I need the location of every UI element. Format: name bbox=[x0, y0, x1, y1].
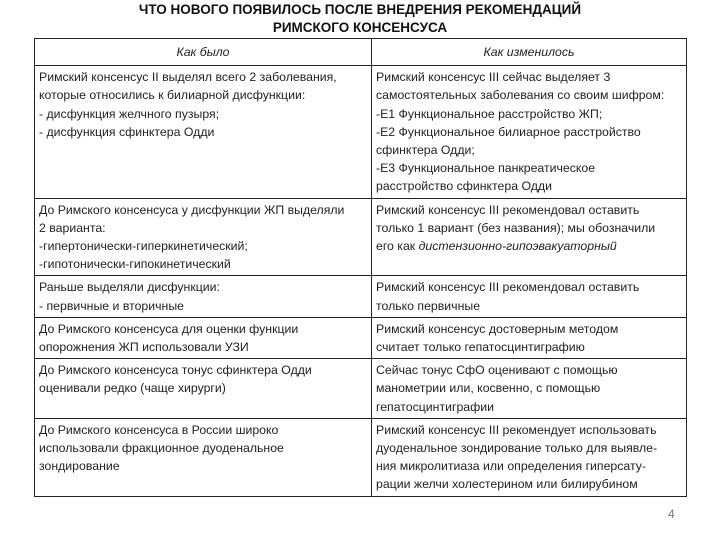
cell-text: - дисфункция сфинктера Одди bbox=[39, 124, 215, 139]
cell-text: Римский консенсус достоверным методом bbox=[376, 321, 619, 336]
cell-text: его как bbox=[376, 239, 419, 254]
cell-text: -Е2 Функциональное билиарное расстройство bbox=[376, 124, 641, 139]
cell-line bbox=[376, 237, 682, 255]
cell-line bbox=[376, 338, 682, 356]
cell-line bbox=[376, 361, 682, 379]
cell-text: сфинктера Одди; bbox=[376, 143, 475, 158]
cell-line bbox=[39, 278, 367, 296]
cell-after bbox=[372, 418, 687, 496]
cell-text: использовали фракционное дуоденальное bbox=[39, 441, 284, 456]
cell-text: Раньше выделяли дисфункции: bbox=[39, 280, 220, 295]
title-line: РИМСКОГО КОНСЕНСУСА bbox=[272, 20, 448, 35]
cell-text: расстройство сфинктера Одди bbox=[376, 179, 552, 194]
cell-line bbox=[376, 219, 682, 237]
cell-before bbox=[35, 317, 372, 358]
cell-text: -гипотонически-гипокинетический bbox=[39, 257, 231, 272]
cell-text: только 1 вариант (без названия); мы обозначили bbox=[376, 220, 656, 235]
cell-before bbox=[35, 66, 372, 198]
cell-line bbox=[376, 320, 682, 338]
cell-line bbox=[39, 379, 367, 397]
table-header-row bbox=[35, 39, 687, 66]
cell-text: которые относились к билиарной дисфункции: bbox=[39, 88, 306, 103]
cell-line bbox=[376, 159, 682, 177]
cell-line bbox=[376, 105, 682, 123]
cell-italic-text: дистензионно-гипоэвакуаторный bbox=[418, 239, 617, 254]
cell-line bbox=[376, 421, 682, 439]
cell-line bbox=[39, 338, 367, 356]
cell-text: манометрии или, косвенно, с помощью bbox=[376, 381, 601, 396]
cell-line bbox=[39, 457, 367, 475]
cell-text: опорожнения ЖП использовали УЗИ bbox=[39, 340, 249, 355]
table-row bbox=[35, 276, 687, 317]
cell-line bbox=[376, 123, 682, 141]
cell-before bbox=[35, 418, 372, 496]
cell-line bbox=[39, 201, 367, 219]
cell-before bbox=[35, 359, 372, 419]
cell-text: Римский консенсус III рекомендовал оставить bbox=[376, 280, 640, 295]
cell-text: Римский консенсус II выделял всего 2 заболевания, bbox=[39, 70, 337, 85]
cell-line bbox=[376, 278, 682, 296]
cell-before bbox=[35, 198, 372, 276]
comparison-table bbox=[34, 38, 687, 497]
table-row bbox=[35, 359, 687, 419]
cell-line bbox=[376, 141, 682, 159]
cell-text: - дисфункция желчного пузыря; bbox=[39, 106, 220, 121]
cell-line bbox=[39, 255, 367, 273]
cell-before bbox=[35, 276, 372, 317]
cell-line bbox=[39, 297, 367, 315]
cell-after bbox=[372, 317, 687, 358]
cell-text: считает только гепатосцинтиграфию bbox=[376, 340, 585, 355]
cell-line bbox=[39, 439, 367, 457]
cell-line bbox=[376, 475, 682, 493]
cell-line bbox=[376, 379, 682, 397]
cell-text: -Е3 Функциональное панкреатическое bbox=[376, 161, 596, 176]
cell-text: -гипертонически-гиперкинетический; bbox=[39, 239, 248, 254]
cell-line bbox=[39, 123, 367, 141]
header-before: Как было bbox=[35, 39, 372, 66]
cell-after bbox=[372, 276, 687, 317]
cell-text: только первичные bbox=[376, 298, 481, 313]
cell-line bbox=[39, 320, 367, 338]
page-number: 4 bbox=[668, 507, 675, 521]
cell-text: 2 варианта: bbox=[39, 220, 106, 235]
cell-line bbox=[376, 457, 682, 475]
cell-line bbox=[39, 105, 367, 123]
cell-text: рации желчи холестерином или билирубином bbox=[376, 477, 638, 492]
cell-after bbox=[372, 66, 687, 198]
cell-text: До Римского консенсуса в России широко bbox=[39, 422, 279, 437]
cell-text: дуоденальное зондирование только для выявле- bbox=[376, 441, 658, 456]
cell-text: Римский консенсус III рекомендует использовать bbox=[376, 422, 657, 437]
header-after: Как изменилось bbox=[372, 39, 687, 66]
cell-line bbox=[376, 68, 682, 86]
table-row bbox=[35, 66, 687, 198]
cell-text: Римский консенсус III сейчас выделяет 3 bbox=[376, 70, 611, 85]
cell-line bbox=[376, 398, 682, 416]
slide-title bbox=[0, 1, 720, 37]
cell-line bbox=[376, 439, 682, 457]
cell-text: самостоятельных заболевания со своим шифром: bbox=[376, 88, 665, 103]
table-row bbox=[35, 418, 687, 496]
cell-line bbox=[376, 201, 682, 219]
cell-text: оценивали редко (чаще хирурги) bbox=[39, 381, 226, 396]
cell-text: ния микролитиаза или определения гиперсату- bbox=[376, 459, 646, 474]
cell-text: Сейчас тонус СфО оценивают с помощью bbox=[376, 363, 618, 378]
table-row bbox=[35, 198, 687, 276]
cell-text: До Римского консенсуса для оценки функции bbox=[39, 321, 299, 336]
cell-text: -Е1 Функциональное расстройство ЖП; bbox=[376, 106, 603, 121]
cell-text: гепатосцинтиграфии bbox=[376, 399, 494, 414]
cell-line bbox=[39, 361, 367, 379]
cell-text: Римский консенсус III рекомендовал оставить bbox=[376, 202, 640, 217]
cell-line bbox=[39, 68, 367, 86]
cell-text: зондирование bbox=[39, 459, 120, 474]
cell-after bbox=[372, 359, 687, 419]
table-row bbox=[35, 317, 687, 358]
cell-line bbox=[39, 86, 367, 104]
cell-line bbox=[376, 297, 682, 315]
cell-line bbox=[39, 421, 367, 439]
cell-text: - первичные и вторичные bbox=[39, 298, 185, 313]
cell-after bbox=[372, 198, 687, 276]
cell-text: До Римского консенсуса тонус сфинктера Одди bbox=[39, 363, 312, 378]
title-line: ЧТО НОВОГО ПОЯВИЛОСЬ ПОСЛЕ ВНЕДРЕНИЯ РЕКОМЕНДАЦИЙ bbox=[138, 2, 582, 17]
cell-line bbox=[39, 219, 367, 237]
cell-text: До Римского консенсуса у дисфункции ЖП выделяли bbox=[39, 202, 345, 217]
cell-line bbox=[376, 86, 682, 104]
cell-line bbox=[376, 177, 682, 195]
cell-line bbox=[39, 237, 367, 255]
